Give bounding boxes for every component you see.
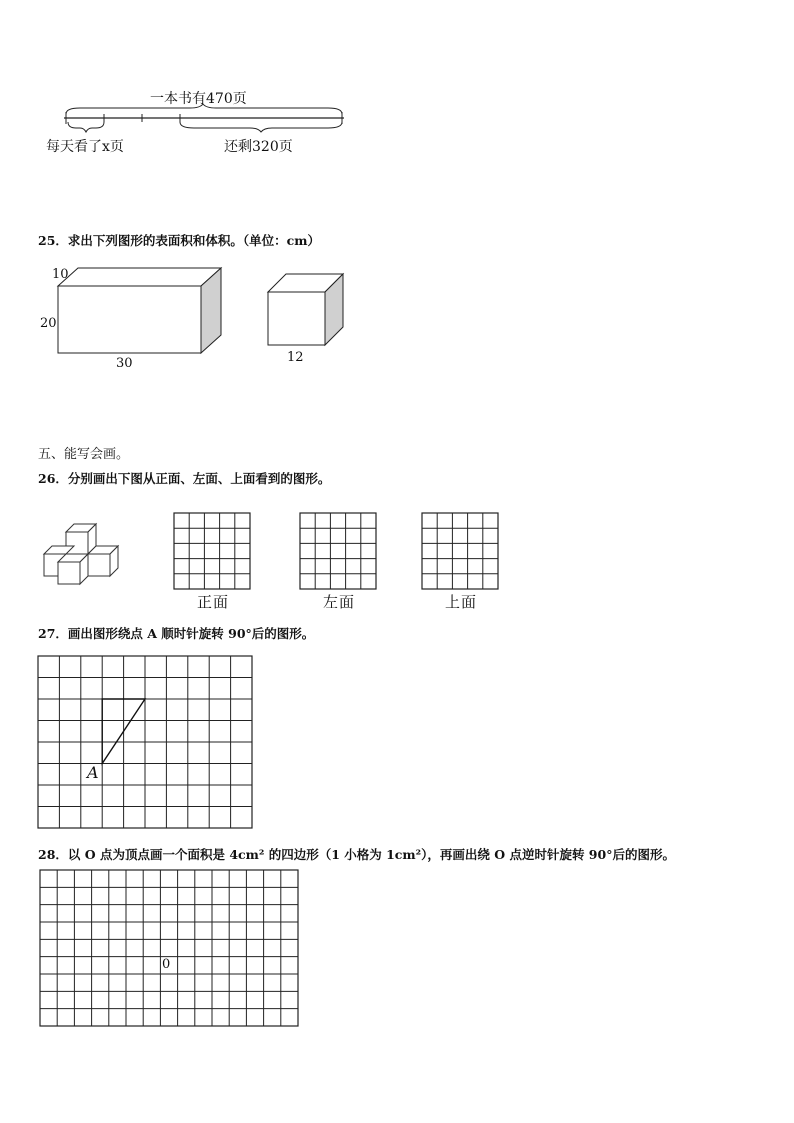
top-view-grid[interactable]	[422, 513, 498, 589]
rotation-grid-q27[interactable]	[38, 656, 252, 828]
cuboid-length-label: 30	[116, 356, 133, 371]
question-26: 26．分别画出下图从正面、左面、上面看到的图形。	[38, 471, 331, 486]
left-view-label: 左面	[323, 593, 356, 611]
grid-border	[174, 513, 250, 589]
cuboid-height-label: 20	[40, 316, 57, 331]
grid-border	[40, 870, 298, 1026]
left-view-grid[interactable]	[300, 513, 376, 589]
rotation-grid-q28[interactable]	[40, 870, 298, 1026]
cube-edge-label: 12	[287, 350, 304, 365]
total-pages-label: 一本书有470页	[150, 91, 247, 107]
grid-border	[300, 513, 376, 589]
cube-stack-figure	[44, 520, 124, 584]
front-view-label: 正面	[197, 593, 230, 611]
top-view-label: 上面	[445, 593, 478, 611]
point-a-label: A	[87, 763, 99, 782]
cuboid-width-label: 10	[52, 267, 69, 282]
remaining-pages-label: 还剩320页	[224, 139, 293, 155]
cuboid-figure	[58, 268, 238, 358]
front-view-grid[interactable]	[174, 513, 250, 589]
question-28: 28．以 O 点为顶点画一个面积是 4cm² 的四边形（1 小格为 1cm²），再画出绕 O 点逆时针旋转 90°后的图形。	[38, 847, 675, 862]
question-27: 27．画出图形绕点 A 顺时针旋转 90°后的图形。	[38, 626, 315, 641]
daily-pages-label: 每天看了x页	[46, 139, 124, 155]
section-5-title: 五、能写会画。	[38, 447, 130, 462]
cube-figure	[268, 274, 358, 354]
question-25: 25．求出下列图形的表面积和体积。（单位：cm）	[38, 233, 320, 248]
grid-border	[422, 513, 498, 589]
point-o-label: 0	[162, 957, 171, 972]
